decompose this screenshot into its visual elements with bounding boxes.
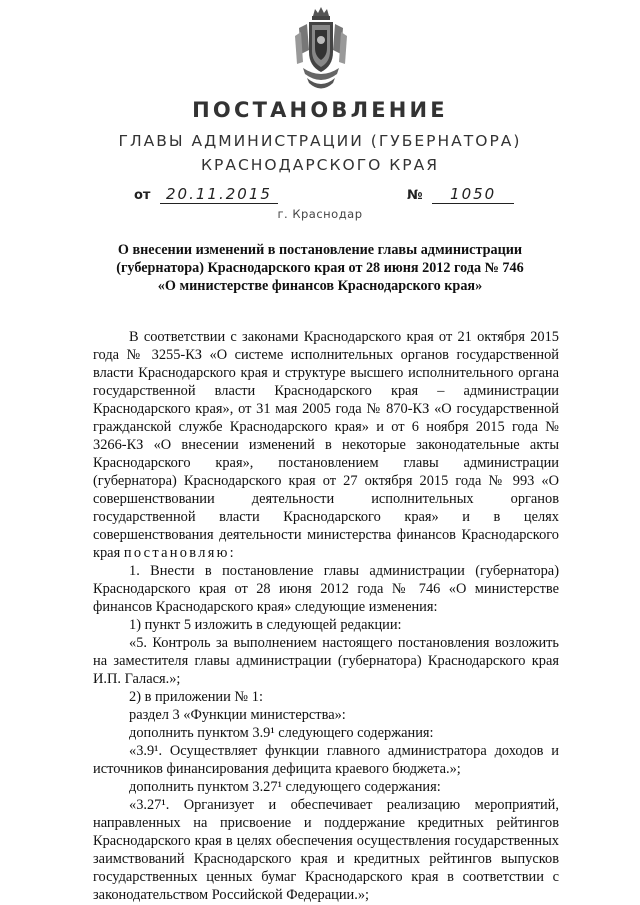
paragraph-section-3: раздел 3 «Функции министерства»: (129, 707, 346, 723)
number-value: 1050 (432, 185, 514, 204)
heading-line-2: (губернатора) Краснодарского края от 28 июня 2012 года № 746 (116, 260, 524, 276)
paragraph-subitem-2: 2) в приложении № 1: (129, 689, 263, 705)
document-type-title: ПОСТАНОВЛЕНИЕ (192, 98, 448, 122)
paragraph-point-3-9-1: «3.9¹. Осуществляет функции главного администратора доходов и источников финансирования дефицита краевого бюджета.»; (93, 743, 559, 777)
date-value: 20.11.2015 (160, 185, 278, 204)
document-body (93, 328, 559, 904)
paragraph-preamble (93, 328, 559, 562)
city-label: г. Краснодар (277, 207, 363, 221)
preamble-text: В соответствии с законами Краснодарского края от 21 октября 2015 года № 3255-КЗ «О системе исполнительных органов государственной власти Краснодарского края и структуре высшего исполнительного органа государственной власти Краснодарского края – администрации Краснодарского края», от 31 мая 2005 года № 870-КЗ «О государственной гражданской службе Краснодарского края» и от 6 ноября 2015 года № 3266-КЗ «О внесении изменений в некоторые законодательные акты Краснодарского края», постановлением главы администрации (губернатора) Краснодарского края от 27 октября 2015 года № 993 «О совершенствовании деятельности исполнительных органов государственной власти Краснодарского края» и в целях совершенствования деятельности министерства финансов Краснодарского края (93, 329, 559, 561)
date-label: от (134, 188, 151, 203)
number-label: № (407, 188, 423, 203)
issuer-line-2: КРАСНОДАРСКОГО КРАЯ (200, 156, 440, 174)
paragraph-point-5: «5. Контроль за выполнением настоящего постановления возложить на заместителя главы администрации (губернатора) Краснодарского края И.П. Галася.»; (93, 635, 559, 687)
paragraph-subitem-1: 1) пункт 5 изложить в следующей редакции: (129, 617, 402, 633)
heading-line-1: О внесении изменений в постановление главы администрации (117, 242, 523, 258)
paragraph-point-3-27-1: «3.27¹. Организует и обеспечивает реализацию мероприятий, направленных на присвоение и поддержание кредитных рейтингов Краснодарского края в целях обеспечения осуществления государственных заимствований Краснодарского края и кредитных рейтингов выпусков государственных ценных бумаг Краснодарского края в соответствии с законодательством Российской Федерации.»; (93, 797, 559, 903)
paragraph-add-3-9-1: дополнить пунктом 3.9¹ следующего содержания: (129, 725, 434, 741)
document-heading (100, 241, 540, 295)
paragraph-add-3-27-1: дополнить пунктом 3.27¹ следующего содержания: (129, 779, 441, 795)
resolution-word: постановляю: (123, 545, 236, 561)
date-row (134, 185, 278, 204)
issuer-line-1: ГЛАВЫ АДМИНИСТРАЦИИ (ГУБЕРНАТОРА) (118, 132, 522, 150)
coat-of-arms-icon (293, 6, 349, 94)
paragraph-item-1: 1. Внести в постановление главы администрации (губернатора) Краснодарского края от 28 июня 2012 года № 746 «О министерстве финансов Краснодарского края» следующие изменения: (93, 563, 559, 615)
number-row (407, 185, 514, 204)
heading-line-3: «О министерстве финансов Краснодарского края» (157, 278, 483, 294)
